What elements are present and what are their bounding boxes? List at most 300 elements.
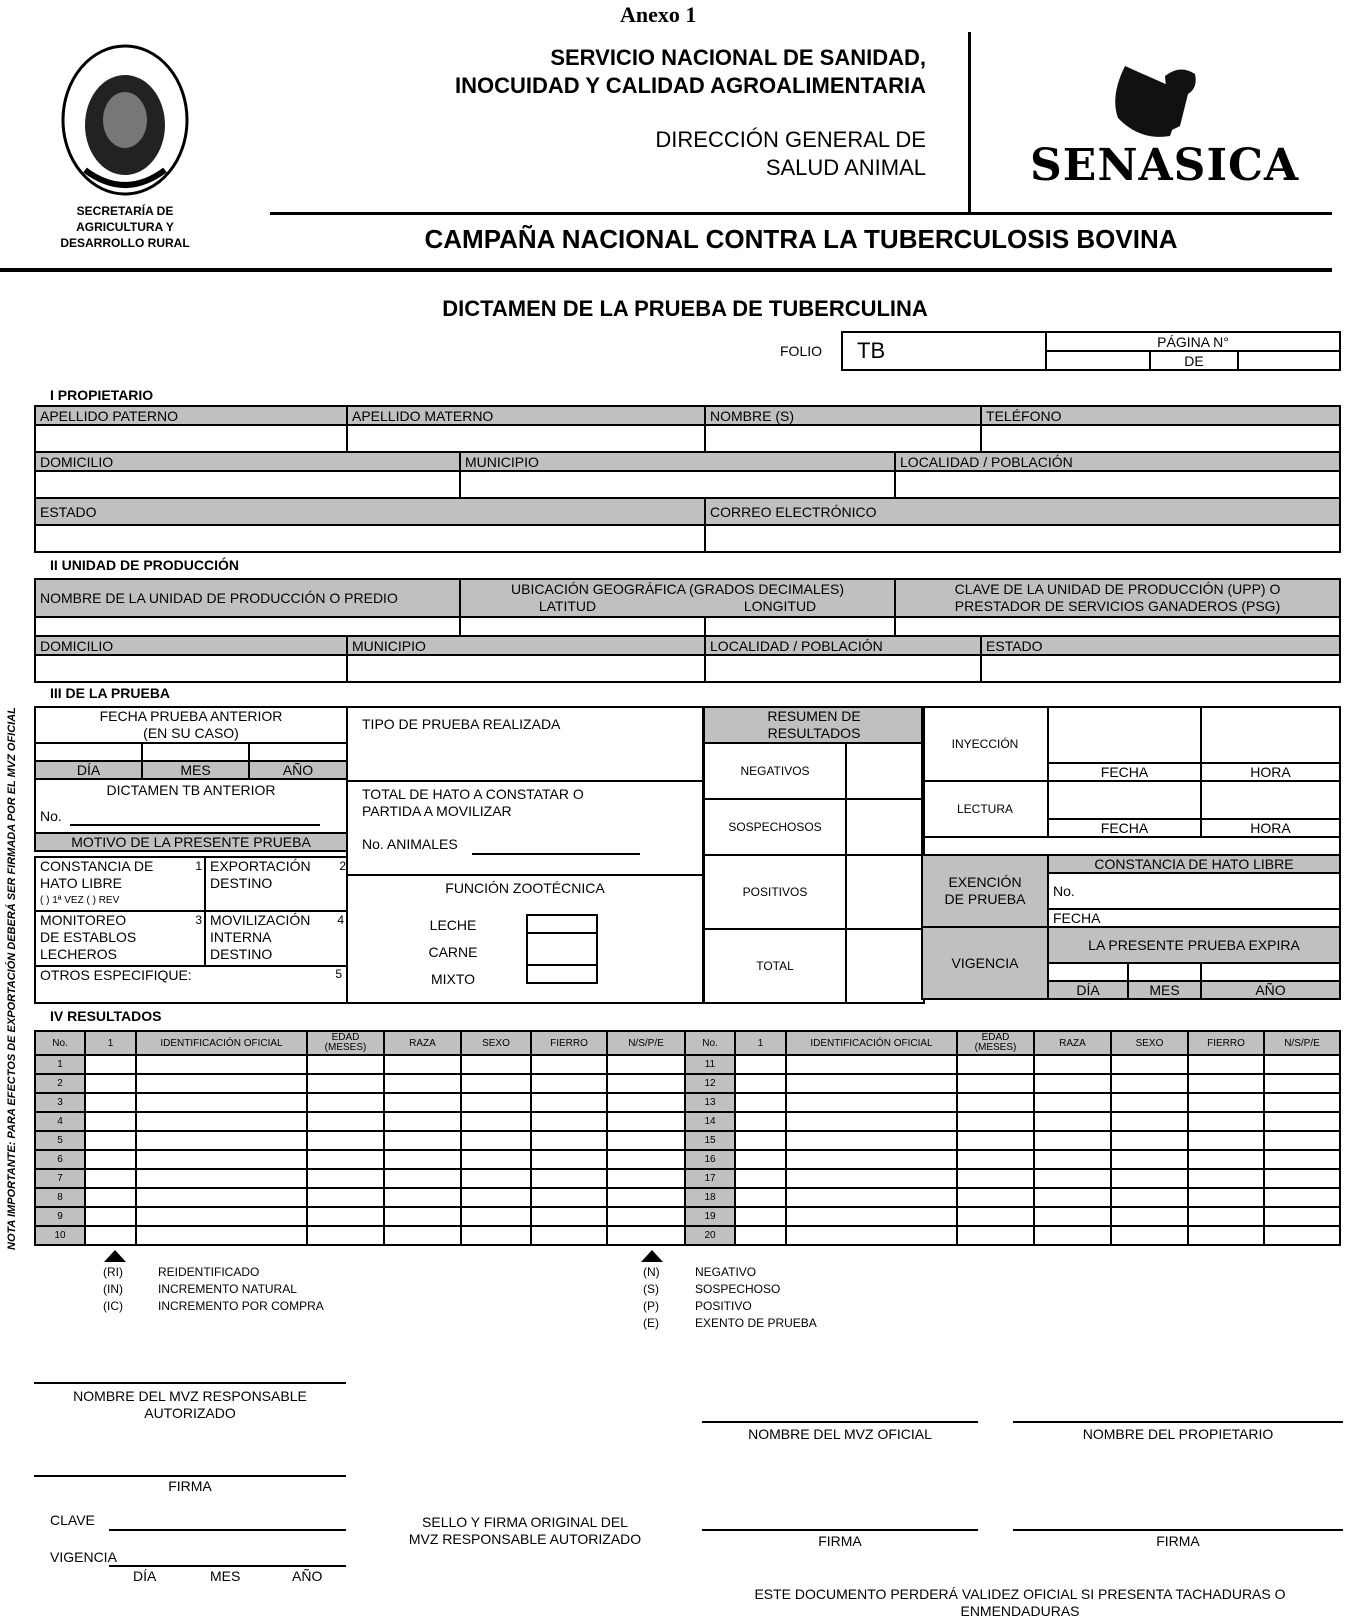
row-fierro-field[interactable] <box>1188 1150 1264 1169</box>
senasica-logo-text: SENASICA <box>1030 140 1300 191</box>
vigencia-mes-label: MES <box>210 1568 241 1584</box>
page-total-input[interactable] <box>1238 351 1340 370</box>
row-fierro-field[interactable] <box>1188 1207 1264 1226</box>
expira-mes-field[interactable] <box>1128 963 1201 981</box>
ubicacion-label: UBICACIÓN GEOGRÁFICA (GRADOS DECIMALES) LATITUD LONGITUD <box>460 579 895 617</box>
row-fierro-field[interactable] <box>1188 1226 1264 1245</box>
row-identificacion-field[interactable] <box>786 1093 957 1112</box>
tipo-prueba-table <box>346 706 704 1004</box>
mvz-oficial-label: NOMBRE DEL MVZ OFICIAL <box>748 1426 932 1442</box>
row-identificacion-field[interactable] <box>786 1055 957 1074</box>
positivos-label: POSITIVOS <box>704 855 846 929</box>
row-edad-field[interactable] <box>957 1188 1034 1207</box>
row-sexo-field[interactable] <box>1111 1226 1188 1245</box>
localidad-field[interactable] <box>895 471 1340 498</box>
results-table-left <box>34 1030 686 1246</box>
mes-label: MES <box>142 761 249 779</box>
row-sexo-field[interactable] <box>461 1226 531 1245</box>
row-identificacion-field[interactable] <box>136 1112 307 1131</box>
row-code-field[interactable] <box>735 1055 786 1074</box>
row-identificacion-field[interactable] <box>136 1188 307 1207</box>
apellido-paterno-label: APELLIDO PATERNO <box>35 406 347 425</box>
total-field[interactable] <box>846 929 924 1003</box>
row-nspe-field[interactable] <box>607 1188 685 1207</box>
row-nspe-field[interactable] <box>607 1093 685 1112</box>
mexico-coat-of-arms-icon <box>55 40 195 200</box>
lectura-fecha-label: FECHA <box>1048 819 1201 837</box>
folio-box <box>841 331 1341 371</box>
row-identificacion-field[interactable] <box>786 1131 957 1150</box>
table-row <box>685 1055 1340 1074</box>
inyeccion-fecha-field[interactable] <box>1048 707 1201 763</box>
header-divider <box>968 32 971 212</box>
table-row <box>685 1169 1340 1188</box>
anio-label: AÑO <box>249 761 347 779</box>
row-identificacion-field[interactable] <box>786 1112 957 1131</box>
row-identificacion-field[interactable] <box>786 1150 957 1169</box>
dictamen-anterior-no-field[interactable] <box>70 808 320 826</box>
row-sexo-field[interactable] <box>1111 1150 1188 1169</box>
row-number: 3 <box>35 1093 85 1112</box>
spacer-row <box>922 837 1340 855</box>
row-raza-field[interactable] <box>1034 1074 1111 1093</box>
col-edad: EDAD (MESES) <box>957 1031 1034 1055</box>
row-sexo-field[interactable] <box>1111 1074 1188 1093</box>
table-row <box>685 1207 1340 1226</box>
row-number: 16 <box>685 1150 735 1169</box>
domicilio-label: DOMICILIO <box>35 452 460 471</box>
row-nspe-field[interactable] <box>1264 1093 1340 1112</box>
row-nspe-field[interactable] <box>1264 1112 1340 1131</box>
col-fierro: FIERRO <box>1188 1031 1264 1055</box>
mvz-responsable-label: NOMBRE DEL MVZ RESPONSABLE AUTORIZADO <box>73 1388 307 1421</box>
row-fierro-field[interactable] <box>1188 1074 1264 1093</box>
col-1: 1 <box>735 1031 786 1055</box>
row-fierro-field[interactable] <box>1188 1169 1264 1188</box>
row-edad-field[interactable] <box>957 1055 1034 1074</box>
row-identificacion-field[interactable] <box>786 1188 957 1207</box>
row-identificacion-field[interactable] <box>136 1169 307 1188</box>
col-identificacion: IDENTIFICACIÓN OFICIAL <box>136 1031 307 1055</box>
row-nspe-field[interactable] <box>607 1131 685 1150</box>
table-row <box>685 1150 1340 1169</box>
propietario-label: NOMBRE DEL PROPIETARIO <box>1082 1426 1274 1442</box>
up-domicilio-field[interactable] <box>35 655 347 682</box>
row-sexo-field[interactable] <box>1111 1093 1188 1112</box>
municipio-field[interactable] <box>460 471 895 498</box>
inyeccion-label: INYECCIÓN <box>922 707 1048 781</box>
row-fierro-field[interactable] <box>1188 1131 1264 1150</box>
row-nspe-field[interactable] <box>607 1112 685 1131</box>
row-code-field[interactable] <box>85 1150 136 1169</box>
row-raza-field[interactable] <box>1034 1093 1111 1112</box>
sello-firma-label: SELLO Y FIRMA ORIGINAL DEL MVZ RESPONSABLE AUTORIZADO <box>408 1514 642 1547</box>
row-raza-field[interactable] <box>1034 1169 1111 1188</box>
fecha-anterior-mes-field[interactable] <box>142 743 249 761</box>
col-identificacion: IDENTIFICACIÓN OFICIAL <box>786 1031 957 1055</box>
row-nspe-field[interactable] <box>1264 1226 1340 1245</box>
row-nspe-field[interactable] <box>1264 1150 1340 1169</box>
nombre-label: NOMBRE (S) <box>705 406 981 425</box>
row-fierro-field[interactable] <box>1188 1055 1264 1074</box>
table-row <box>35 1169 685 1188</box>
row-edad-field[interactable] <box>307 1207 384 1226</box>
row-identificacion-field[interactable] <box>786 1207 957 1226</box>
row-code-field[interactable] <box>85 1093 136 1112</box>
table-row <box>35 1055 685 1074</box>
row-fierro-field[interactable] <box>531 1112 607 1131</box>
table-row <box>35 1150 685 1169</box>
row-code-field[interactable] <box>85 1112 136 1131</box>
row-number: 4 <box>35 1112 85 1131</box>
row-raza-field[interactable] <box>1034 1112 1111 1131</box>
row-raza-field[interactable] <box>384 1093 461 1112</box>
row-fierro-field[interactable] <box>531 1207 607 1226</box>
row-edad-field[interactable] <box>957 1207 1034 1226</box>
row-nspe-field[interactable] <box>607 1055 685 1074</box>
row-sexo-field[interactable] <box>461 1188 531 1207</box>
row-sexo-field[interactable] <box>461 1207 531 1226</box>
table-row <box>35 1112 685 1131</box>
sospechosos-label: SOSPECHOSOS <box>704 799 846 855</box>
row-code-field[interactable] <box>735 1112 786 1131</box>
section-unidad-title: II UNIDAD DE PRODUCCIÓN <box>50 557 240 573</box>
row-edad-field[interactable] <box>957 1074 1034 1093</box>
row-code-field[interactable] <box>85 1131 136 1150</box>
domicilio-field[interactable] <box>35 471 460 498</box>
row-raza-field[interactable] <box>384 1112 461 1131</box>
row-raza-field[interactable] <box>384 1207 461 1226</box>
latitud-field[interactable] <box>460 617 705 636</box>
row-code-field[interactable] <box>735 1074 786 1093</box>
apellido-paterno-field[interactable] <box>35 425 347 452</box>
results-table-right <box>684 1030 1341 1246</box>
expira-label: LA PRESENTE PRUEBA EXPIRA <box>1048 927 1340 963</box>
row-number: 5 <box>35 1131 85 1150</box>
negativos-field[interactable] <box>846 743 924 799</box>
table-row <box>685 1093 1340 1112</box>
row-sexo-field[interactable] <box>1111 1112 1188 1131</box>
row-raza-field[interactable] <box>384 1150 461 1169</box>
row-identificacion-field[interactable] <box>136 1131 307 1150</box>
section-propietario-title: I PROPIETARIO <box>50 387 154 403</box>
row-nspe-field[interactable] <box>607 1169 685 1188</box>
row-raza-field[interactable] <box>1034 1226 1111 1245</box>
row-raza-field[interactable] <box>384 1188 461 1207</box>
row-identificacion-field[interactable] <box>136 1226 307 1245</box>
row-number: 10 <box>35 1226 85 1245</box>
row-identificacion-field[interactable] <box>136 1074 307 1093</box>
row-fierro-field[interactable] <box>531 1093 607 1112</box>
row-raza-field[interactable] <box>1034 1207 1111 1226</box>
row-raza-field[interactable] <box>1034 1188 1111 1207</box>
row-edad-field[interactable] <box>957 1226 1034 1245</box>
row-nspe-field[interactable] <box>607 1207 685 1226</box>
row-number: 11 <box>685 1055 735 1074</box>
campaign-title: CAMPAÑA NACIONAL CONTRA LA TUBERCULOSIS BOVINA <box>424 224 1178 254</box>
row-number: 17 <box>685 1169 735 1188</box>
row-nspe-field[interactable] <box>1264 1074 1340 1093</box>
row-number: 15 <box>685 1131 735 1150</box>
col-no: No. <box>685 1031 735 1055</box>
row-edad-field[interactable] <box>957 1131 1034 1150</box>
row-nspe-field[interactable] <box>607 1226 685 1245</box>
mvz-responsable-signature-line[interactable] <box>34 1475 346 1477</box>
exencion-label: EXENCIÓN DE PRUEBA <box>922 855 1048 927</box>
col-nspe: N/S/P/E <box>607 1031 685 1055</box>
row-number: 14 <box>685 1112 735 1131</box>
row-sexo-field[interactable] <box>1111 1131 1188 1150</box>
row-sexo-field[interactable] <box>1111 1207 1188 1226</box>
row-identificacion-field[interactable] <box>136 1093 307 1112</box>
telefono-label: TELÉFONO <box>981 406 1340 425</box>
col-sexo: SEXO <box>461 1031 531 1055</box>
row-number: 9 <box>35 1207 85 1226</box>
row-raza-field[interactable] <box>384 1055 461 1074</box>
row-edad-field[interactable] <box>307 1169 384 1188</box>
motivo-label: MOTIVO DE LA PRESENTE PRUEBA <box>35 833 347 851</box>
legend-result-codes: (N) NEGATIVO (S) SOSPECHOSO (P) POSITIVO (E) EXENTO DE PRUEBA <box>643 1265 817 1330</box>
expira-anio-label: AÑO <box>1201 981 1340 999</box>
nombre-unidad-field[interactable] <box>35 617 460 636</box>
table-row <box>35 1207 685 1226</box>
row-fierro-field[interactable] <box>531 1150 607 1169</box>
vigencia-field[interactable] <box>109 1565 346 1567</box>
clave-upp-field[interactable] <box>895 617 1340 636</box>
col-no: No. <box>35 1031 85 1055</box>
expira-dia-label: DÍA <box>1048 981 1128 999</box>
motivo-otros-option[interactable]: OTROS ESPECIFIQUE: 5 <box>35 966 347 1003</box>
row-sexo-field[interactable] <box>1111 1169 1188 1188</box>
vigencia-dia-label: DÍA <box>133 1568 157 1584</box>
estado-field[interactable] <box>35 525 705 552</box>
row-identificacion-field[interactable] <box>136 1207 307 1226</box>
direction-name: DIRECCIÓN GENERAL DE SALUD ANIMAL <box>655 127 926 180</box>
row-identificacion-field[interactable] <box>136 1150 307 1169</box>
row-sexo-field[interactable] <box>1111 1188 1188 1207</box>
row-code-field[interactable] <box>735 1150 786 1169</box>
up-domicilio-label: DOMICILIO <box>35 636 347 655</box>
row-edad-field[interactable] <box>307 1093 384 1112</box>
row-raza-field[interactable] <box>384 1131 461 1150</box>
up-municipio-label: MUNICIPIO <box>347 636 705 655</box>
row-raza-field[interactable] <box>1034 1150 1111 1169</box>
row-nspe-field[interactable] <box>1264 1207 1340 1226</box>
no-animales-field[interactable] <box>472 836 640 855</box>
row-sexo-field[interactable] <box>1111 1055 1188 1074</box>
constancia-fecha-field[interactable]: FECHA <box>1048 909 1340 927</box>
folio-input[interactable]: TB <box>842 332 1046 370</box>
lectura-fecha-field[interactable] <box>1048 781 1201 819</box>
longitud-field[interactable] <box>705 617 895 636</box>
export-side-note: NOTA IMPORTANTE: PARA EFECTOS DE EXPORTACIÓN DEBERÁ SER FIRMADA POR EL MVZ OFICIAL <box>6 707 18 1250</box>
row-raza-field[interactable] <box>384 1169 461 1188</box>
positivos-field[interactable] <box>846 855 924 929</box>
table-row <box>35 1074 685 1093</box>
row-fierro-field[interactable] <box>531 1074 607 1093</box>
row-fierro-field[interactable] <box>531 1188 607 1207</box>
row-code-field[interactable] <box>735 1188 786 1207</box>
inyeccion-hora-label: HORA <box>1201 763 1340 781</box>
table-row <box>35 1093 685 1112</box>
mvz-oficial-signature-line[interactable] <box>702 1529 978 1531</box>
row-code-field[interactable] <box>85 1188 136 1207</box>
telefono-field[interactable] <box>981 425 1340 452</box>
fecha-anterior-anio-field[interactable] <box>249 743 347 761</box>
inyeccion-lectura-table <box>921 706 1341 1000</box>
lectura-label: LECTURA <box>922 781 1048 837</box>
up-estado-field[interactable] <box>981 655 1340 682</box>
tipo-prueba-field[interactable]: TIPO DE PRUEBA REALIZADA <box>347 707 703 781</box>
row-fierro-field[interactable] <box>531 1169 607 1188</box>
carne-checkbox[interactable] <box>526 932 598 966</box>
row-sexo-field[interactable] <box>461 1131 531 1150</box>
mvz-responsable-name-line[interactable] <box>34 1382 346 1384</box>
triangle-pointer-icon <box>641 1250 663 1262</box>
row-edad-field[interactable] <box>307 1112 384 1131</box>
propietario-signature-line[interactable] <box>1013 1529 1343 1531</box>
row-fierro-field[interactable] <box>1188 1188 1264 1207</box>
row-code-field[interactable] <box>85 1055 136 1074</box>
motivo-monitoreo-option[interactable]: MONITOREO DE ESTABLOS LECHEROS 3 <box>35 911 205 966</box>
up-municipio-field[interactable] <box>347 655 705 682</box>
col-raza: RAZA <box>384 1031 461 1055</box>
nombre-field[interactable] <box>705 425 981 452</box>
row-edad-field[interactable] <box>307 1226 384 1245</box>
row-identificacion-field[interactable] <box>786 1074 957 1093</box>
row-code-field[interactable] <box>735 1207 786 1226</box>
row-code-field[interactable] <box>735 1226 786 1245</box>
up-localidad-field[interactable] <box>705 655 981 682</box>
row-sexo-field[interactable] <box>461 1093 531 1112</box>
row-fierro-field[interactable] <box>1188 1093 1264 1112</box>
row-nspe-field[interactable] <box>1264 1188 1340 1207</box>
expira-anio-field[interactable] <box>1201 963 1340 981</box>
row-identificacion-field[interactable] <box>786 1226 957 1245</box>
resumen-label: RESUMEN DE RESULTADOS <box>704 707 924 743</box>
lectura-hora-field[interactable] <box>1201 781 1340 819</box>
section-resultados-title: IV RESULTADOS <box>50 1008 162 1024</box>
row-fierro-field[interactable] <box>1188 1112 1264 1131</box>
motivo-movilizacion-option[interactable]: MOVILIZACIÓN INTERNA DESTINO 4 <box>205 911 347 966</box>
page-number-label: PÁGINA N° <box>1046 332 1340 351</box>
correo-field[interactable] <box>705 525 1340 552</box>
row-edad-field[interactable] <box>957 1169 1034 1188</box>
row-nspe-field[interactable] <box>607 1150 685 1169</box>
row-number: 6 <box>35 1150 85 1169</box>
leche-checkbox[interactable] <box>526 914 598 934</box>
firma-label: FIRMA <box>168 1478 212 1494</box>
inyeccion-hora-field[interactable] <box>1201 707 1340 763</box>
dia-label: DÍA <box>35 761 142 779</box>
row-sexo-field[interactable] <box>461 1074 531 1093</box>
mixto-checkbox[interactable] <box>526 964 598 984</box>
row-number: 19 <box>685 1207 735 1226</box>
row-edad-field[interactable] <box>307 1150 384 1169</box>
row-fierro-field[interactable] <box>531 1226 607 1245</box>
document-title: DICTAMEN DE LA PRUEBA DE TUBERCULINA <box>442 296 928 321</box>
total-label: TOTAL <box>704 929 846 1003</box>
row-number: 20 <box>685 1226 735 1245</box>
row-edad-field[interactable] <box>307 1131 384 1150</box>
fecha-anterior-label: FECHA PRUEBA ANTERIOR (EN SU CASO) <box>35 707 347 743</box>
row-code-field[interactable] <box>735 1093 786 1112</box>
row-edad-field[interactable] <box>307 1074 384 1093</box>
expira-mes-label: MES <box>1128 981 1201 999</box>
table-row <box>685 1188 1340 1207</box>
row-code-field[interactable] <box>735 1169 786 1188</box>
motivo-constancia-option[interactable]: CONSTANCIA DE HATO LIBRE ( ) 1ª VEZ ( ) REV 1 <box>35 857 205 911</box>
row-edad-field[interactable] <box>957 1112 1034 1131</box>
resumen-table <box>703 706 925 1004</box>
page-number-input[interactable] <box>1046 351 1150 370</box>
propietario-name-line[interactable] <box>1013 1421 1343 1423</box>
row-sexo-field[interactable] <box>461 1112 531 1131</box>
mvz-oficial-firma-label: FIRMA <box>818 1533 862 1549</box>
row-raza-field[interactable] <box>384 1226 461 1245</box>
row-edad-field[interactable] <box>307 1055 384 1074</box>
row-code-field[interactable] <box>85 1226 136 1245</box>
motivo-exportacion-option[interactable]: EXPORTACIÓN DESTINO 2 <box>205 857 347 911</box>
row-code-field[interactable] <box>735 1131 786 1150</box>
row-nspe-field[interactable] <box>1264 1055 1340 1074</box>
table-row <box>35 1188 685 1207</box>
row-edad-field[interactable] <box>957 1093 1034 1112</box>
propietario-firma-label: FIRMA <box>1156 1533 1200 1549</box>
row-edad-field[interactable] <box>957 1150 1034 1169</box>
row-fierro-field[interactable] <box>531 1131 607 1150</box>
municipio-label: MUNICIPIO <box>460 452 895 471</box>
fecha-anterior-dia-field[interactable] <box>35 743 142 761</box>
col-1: 1 <box>85 1031 136 1055</box>
row-nspe-field[interactable] <box>1264 1131 1340 1150</box>
row-sexo-field[interactable] <box>461 1055 531 1074</box>
table-row <box>35 1226 685 1245</box>
row-code-field[interactable] <box>85 1169 136 1188</box>
row-edad-field[interactable] <box>307 1188 384 1207</box>
constancia-no-field[interactable]: No. <box>1048 873 1340 909</box>
row-sexo-field[interactable] <box>461 1150 531 1169</box>
row-nspe-field[interactable] <box>1264 1169 1340 1188</box>
sospechosos-field[interactable] <box>846 799 924 855</box>
row-code-field[interactable] <box>85 1207 136 1226</box>
row-raza-field[interactable] <box>1034 1131 1111 1150</box>
row-number: 12 <box>685 1074 735 1093</box>
section-prueba-title: III DE LA PRUEBA <box>50 685 171 701</box>
row-raza-field[interactable] <box>1034 1055 1111 1074</box>
row-nspe-field[interactable] <box>607 1074 685 1093</box>
row-identificacion-field[interactable] <box>136 1055 307 1074</box>
mvz-oficial-name-line[interactable] <box>702 1421 978 1423</box>
expira-dia-field[interactable] <box>1048 963 1128 981</box>
header-rule <box>270 212 1332 215</box>
vigencia-label: VIGENCIA <box>922 927 1048 999</box>
clave-upp-label: CLAVE DE LA UNIDAD DE PRODUCCIÓN (UPP) O PRESTADOR DE SERVICIOS GANADEROS (PSG) <box>895 579 1340 617</box>
row-raza-field[interactable] <box>384 1074 461 1093</box>
row-sexo-field[interactable] <box>461 1169 531 1188</box>
col-fierro: FIERRO <box>531 1031 607 1055</box>
apellido-materno-field[interactable] <box>347 425 705 452</box>
annex-label: Anexo 1 <box>620 2 697 27</box>
funcion-zootecnica-cell: FUNCIÓN ZOOTÉCNICA LECHE CARNE MIXTO <box>347 875 703 1003</box>
row-fierro-field[interactable] <box>531 1055 607 1074</box>
row-identificacion-field[interactable] <box>786 1169 957 1188</box>
row-code-field[interactable] <box>85 1074 136 1093</box>
agency-name: SERVICIO NACIONAL DE SANIDAD, INOCUIDAD Y CALIDAD AGROALIMENTARIA <box>455 45 926 98</box>
header-bottom-rule <box>0 268 1332 272</box>
clave-field[interactable] <box>109 1529 346 1531</box>
secretaria-label: SECRETARÍA DE AGRICULTURA Y DESARROLLO RURAL <box>60 204 190 250</box>
